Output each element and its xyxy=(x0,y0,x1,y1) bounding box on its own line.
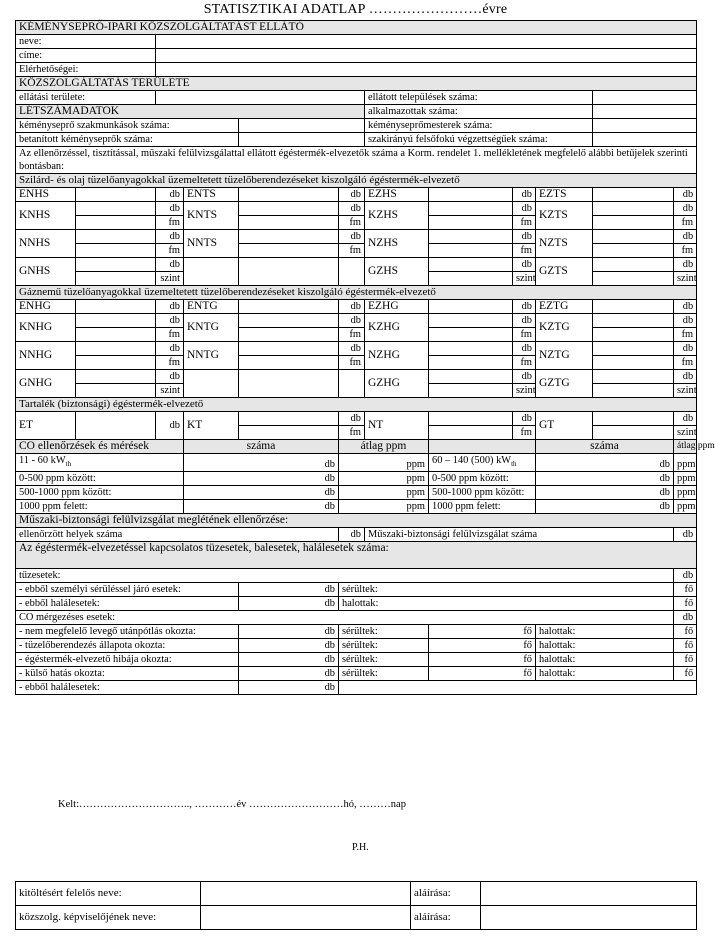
solid-value[interactable] xyxy=(239,230,339,244)
solid-code: GZTS xyxy=(536,258,593,286)
unit-db: db xyxy=(184,486,339,500)
unit-fo: fő xyxy=(429,639,536,653)
gas-value[interactable] xyxy=(239,300,339,314)
intro-text: Az ellenőrzéssel, tisztítással, műszaki felülvizsgálattal ellátott égéstermék-elvezetők száma a Korm. rendelet 1. mellékletének megfelelő alábbi betűjelek szerinti bontásban: xyxy=(16,147,697,174)
co-avg-header: átlag ppm xyxy=(339,440,429,454)
gas-value[interactable] xyxy=(239,342,339,356)
gas-value[interactable] xyxy=(239,314,339,328)
solid-value[interactable] xyxy=(429,216,513,230)
unit-db: db xyxy=(156,370,184,384)
accidents-header: Az égéstermék-elvezetéssel kapcsolatos tüzesetek, balesetek, halálesetek száma: xyxy=(16,542,697,569)
injured-label: sérültek: xyxy=(339,625,429,639)
solid-value[interactable] xyxy=(239,244,339,258)
date-line: Kelt:………………………….., …………év ………………………hó, ………nap xyxy=(58,799,406,810)
unit-db: db xyxy=(239,625,339,639)
unit-fo: fő xyxy=(674,639,697,653)
staff-header: LÉTSZÁMADATOK xyxy=(16,105,365,119)
gas-code: NZTG xyxy=(536,342,593,370)
reserve-code: ET xyxy=(16,412,76,440)
solid-value[interactable] xyxy=(239,202,339,216)
unit-ppm: ppm xyxy=(339,472,429,486)
representative-label: közszolg. képviselőjének neve: xyxy=(16,906,201,930)
responsible-signature-field[interactable] xyxy=(481,882,697,906)
masters-label: kéményseprőmesterek száma: xyxy=(365,119,593,133)
unit-db: db xyxy=(156,300,184,314)
solid-value[interactable] xyxy=(593,272,674,286)
solid-value[interactable] xyxy=(76,258,156,272)
unit-fm: fm xyxy=(156,328,184,342)
gas-value[interactable] xyxy=(429,328,513,342)
main-table xyxy=(15,20,715,695)
gas-value[interactable] xyxy=(76,342,156,356)
unit-szint: szint xyxy=(674,426,697,440)
unit-fo: fő xyxy=(429,625,536,639)
trained-field[interactable] xyxy=(239,133,365,147)
injured-label: sérültek: xyxy=(339,653,429,667)
unit-db: db xyxy=(536,472,674,486)
solid-value[interactable] xyxy=(76,188,156,202)
gas-value[interactable] xyxy=(593,342,674,356)
unit-szint: szint xyxy=(156,272,184,286)
unit-szint: szint xyxy=(674,384,697,398)
solid-code: GNHS xyxy=(16,258,76,286)
co-header: CO ellenőrzések és mérések xyxy=(16,440,184,454)
unit-db: db xyxy=(239,681,339,695)
gas-code: KNHG xyxy=(16,314,76,342)
empty-cell xyxy=(339,370,365,398)
unit-fm: fm xyxy=(513,244,536,258)
co-death-label: - ebből halálesetek: xyxy=(16,681,239,695)
solid-value[interactable] xyxy=(76,216,156,230)
gas-code: EZTG xyxy=(536,300,593,314)
unit-db: db xyxy=(674,258,697,272)
unit-fm: fm xyxy=(513,356,536,370)
solid-value[interactable] xyxy=(429,230,513,244)
reserve-code: KT xyxy=(184,412,239,440)
external-label: - külső hatás okozta: xyxy=(16,667,239,681)
service-area-field[interactable] xyxy=(156,91,365,105)
co-left-label: 500-1000 ppm között: xyxy=(16,486,184,500)
unit-db: db xyxy=(184,472,339,486)
unit-db: db xyxy=(674,300,697,314)
gas-value[interactable] xyxy=(593,370,674,384)
unit-db: db xyxy=(513,258,536,272)
dead-label: halottak: xyxy=(536,639,674,653)
unit-fm: fm xyxy=(339,328,365,342)
solid-code: EZTS xyxy=(536,188,593,202)
unit-db: db xyxy=(674,412,697,426)
unit-ppm: ppm xyxy=(674,486,697,500)
injury-label: - ebből személyi sérüléssel járó esetek: xyxy=(16,583,239,597)
empty-cell xyxy=(339,258,365,286)
reserve-value[interactable] xyxy=(593,426,674,440)
solid-code: NZHS xyxy=(365,230,429,258)
reserve-value[interactable] xyxy=(429,426,513,440)
unit-db: db xyxy=(536,486,674,500)
injured-label: sérültek: xyxy=(339,639,429,653)
solid-code: KZTS xyxy=(536,202,593,230)
unit-fo: fő xyxy=(429,653,536,667)
unit-fm: fm xyxy=(674,216,697,230)
dead-label: halottak: xyxy=(536,625,674,639)
representative-signature-field[interactable] xyxy=(481,906,697,930)
unit-ppm: ppm xyxy=(339,454,429,472)
gas-value[interactable] xyxy=(593,356,674,370)
unit-db: db xyxy=(184,500,339,514)
gas-code: NNHG xyxy=(16,342,76,370)
unit-db: db xyxy=(674,188,697,202)
gas-value[interactable] xyxy=(593,314,674,328)
unit-db: db xyxy=(513,314,536,328)
unit-fm: fm xyxy=(513,328,536,342)
solid-value[interactable] xyxy=(76,272,156,286)
unit-ppm: ppm xyxy=(674,472,697,486)
dead-label: halottak: xyxy=(339,597,674,611)
unit-fm: fm xyxy=(156,216,184,230)
gas-value[interactable] xyxy=(429,384,513,398)
co-right-row xyxy=(429,454,536,472)
unit-fm: fm xyxy=(674,244,697,258)
gas-code: KZTG xyxy=(536,314,593,342)
unit-db: db xyxy=(156,314,184,328)
reserve-header: Tartalék (biztonsági) égéstermék-elvezető xyxy=(16,398,697,412)
workers-label: kéményseprő szakmunkások száma: xyxy=(16,119,239,133)
solid-code: NNHS xyxy=(16,230,76,258)
solid-value[interactable] xyxy=(593,244,674,258)
checked-places-label: ellenőrzött helyek száma xyxy=(16,528,339,542)
unit-db: db xyxy=(156,412,184,440)
solid-value[interactable] xyxy=(593,216,674,230)
unit-db: db xyxy=(674,230,697,244)
gas-code: NZHG xyxy=(365,342,429,370)
address-field[interactable] xyxy=(156,49,697,63)
signature-label: aláírása: xyxy=(411,882,481,906)
unit-ppm: ppm xyxy=(674,454,697,472)
solid-value[interactable] xyxy=(76,230,156,244)
dead-label: halottak: xyxy=(536,667,674,681)
settlements-field[interactable] xyxy=(593,91,697,105)
gas-value[interactable] xyxy=(76,370,156,384)
stamp-label: P.H. xyxy=(352,842,369,853)
unit-db: db xyxy=(156,258,184,272)
form-title: STATISZTIKAI ADATLAP ……………………évre xyxy=(203,2,508,17)
reserve-code: GT xyxy=(536,412,593,440)
co-count-header: száma xyxy=(536,440,674,454)
unit-db: db xyxy=(674,370,697,384)
unit-db: db xyxy=(156,342,184,356)
gas-header: Gáznemű tüzelőanyagokkal üzemeltetett tüzelőberendezéseket kiszolgáló égéstermék-elvezető xyxy=(16,286,697,300)
reserve-value[interactable] xyxy=(76,412,156,440)
unit-db: db xyxy=(239,653,339,667)
unit-db: db xyxy=(513,300,536,314)
degree-label: szakirányú felsőfokú végzettségűek száma: xyxy=(365,133,593,147)
co-left-label: 0-500 ppm között: xyxy=(16,472,184,486)
solid-value[interactable] xyxy=(593,188,674,202)
unit-db: db xyxy=(674,342,697,356)
unit-szint: szint xyxy=(513,384,536,398)
co-right-label: 60 – 140 (500) kW xyxy=(432,455,512,466)
unit-db: db xyxy=(674,202,697,216)
gas-value[interactable] xyxy=(429,314,513,328)
gas-code: KNTG xyxy=(184,314,239,342)
unit-szint: szint xyxy=(674,272,697,286)
co-left-sub: th xyxy=(65,460,72,469)
unit-fm: fm xyxy=(674,356,697,370)
representative-name-field[interactable] xyxy=(201,906,411,930)
unit-fm: fm xyxy=(156,244,184,258)
unit-db: db xyxy=(339,412,365,426)
solid-code: EZHS xyxy=(365,188,429,202)
reserve-value[interactable] xyxy=(593,412,674,426)
name-field[interactable] xyxy=(156,35,697,49)
unit-db: db xyxy=(536,500,674,514)
gas-value[interactable] xyxy=(429,370,513,384)
air-label: - nem megfelelő levegő utánpótlás okozta: xyxy=(16,625,239,639)
unit-db: db xyxy=(339,300,365,314)
gas-value[interactable] xyxy=(429,342,513,356)
fires-label: tűzesetek: xyxy=(16,569,674,583)
unit-fo: fő xyxy=(674,597,697,611)
gas-value[interactable] xyxy=(593,328,674,342)
unit-szint: szint xyxy=(513,272,536,286)
unit-fm: fm xyxy=(339,216,365,230)
workers-field[interactable] xyxy=(239,119,365,133)
unit-fo: fő xyxy=(674,583,697,597)
unit-fo: fő xyxy=(674,625,697,639)
unit-db: db xyxy=(184,454,339,472)
empty-cell xyxy=(239,370,339,398)
provider-header: KÉMÉNYSEPRŐ-IPARI KÖZSZOLGÁLTATÁST ELLÁTÓ xyxy=(16,21,697,35)
unit-db: db xyxy=(339,528,365,542)
injured-label: sérültek: xyxy=(339,667,429,681)
unit-db: db xyxy=(674,528,697,542)
co-right-label: 500-1000 ppm között: xyxy=(429,486,536,500)
solid-value[interactable] xyxy=(429,188,513,202)
trained-label: betanított kéményseprők száma: xyxy=(16,133,239,147)
signature-label: aláírása: xyxy=(411,906,481,930)
gas-value[interactable] xyxy=(593,300,674,314)
unit-fm: fm xyxy=(156,356,184,370)
reserve-value[interactable] xyxy=(239,426,339,440)
unit-db: db xyxy=(513,188,536,202)
unit-db: db xyxy=(674,611,697,625)
reserve-value[interactable] xyxy=(239,412,339,426)
employees-field[interactable] xyxy=(593,105,697,119)
gas-value[interactable] xyxy=(76,300,156,314)
unit-db: db xyxy=(339,202,365,216)
gas-value[interactable] xyxy=(76,328,156,342)
unit-db: db xyxy=(156,188,184,202)
tech-header: Műszaki-biztonsági felülvizsgálat meglétének ellenőrzése: xyxy=(16,514,697,528)
solid-code: NZTS xyxy=(536,230,593,258)
gas-value[interactable] xyxy=(593,384,674,398)
solid-code: KZHS xyxy=(365,202,429,230)
settlements-label: ellátott települések száma: xyxy=(365,91,593,105)
tech-count-label: Műszaki-biztonsági felülvizsgálat száma xyxy=(365,528,674,542)
area-header: KÖZSZOLGÁLTATÁS TERÜLETE xyxy=(16,77,697,91)
signature-block xyxy=(15,881,696,930)
death-label: - ebből halálesetek: xyxy=(16,597,239,611)
responsible-label: kitöltésért felelős neve: xyxy=(16,882,201,906)
gas-code: ENTG xyxy=(184,300,239,314)
dead-label: halottak: xyxy=(536,653,674,667)
unit-db: db xyxy=(339,230,365,244)
gas-code: GZTG xyxy=(536,370,593,398)
solid-value[interactable] xyxy=(429,258,513,272)
degree-field[interactable] xyxy=(593,133,697,147)
name-label: neve: xyxy=(16,35,156,49)
injured-label: sérültek: xyxy=(339,583,674,597)
solid-value[interactable] xyxy=(429,272,513,286)
unit-fo: fő xyxy=(674,653,697,667)
gas-value[interactable] xyxy=(76,356,156,370)
flue-label: - égéstermék-elvezető hibája okozta: xyxy=(16,653,239,667)
unit-fm: fm xyxy=(339,356,365,370)
unit-db: db xyxy=(513,342,536,356)
gas-code: GNHG xyxy=(16,370,76,398)
gas-code: GZHG xyxy=(365,370,429,398)
unit-db: db xyxy=(674,314,697,328)
unit-db: db xyxy=(513,202,536,216)
unit-db: db xyxy=(339,314,365,328)
unit-fo: fő xyxy=(674,667,697,681)
device-label: - tüzelőberendezés állapota okozta: xyxy=(16,639,239,653)
gas-code: NNTG xyxy=(184,342,239,370)
solid-value[interactable] xyxy=(593,258,674,272)
signature-table xyxy=(15,881,697,930)
unit-fm: fm xyxy=(513,216,536,230)
solid-code: KNTS xyxy=(184,202,239,230)
co-left-label: 11 - 60 kW xyxy=(19,455,66,466)
contact-label: Elérhetőségei: xyxy=(16,63,156,77)
solid-code: GZHS xyxy=(365,258,429,286)
co-left-label: 1000 ppm felett: xyxy=(16,500,184,514)
employees-label: alkalmazottak száma: xyxy=(365,105,593,119)
co-right-sub: th xyxy=(511,460,517,469)
gas-value[interactable] xyxy=(429,356,513,370)
unit-db: db xyxy=(156,230,184,244)
unit-db: db xyxy=(239,583,339,597)
unit-ppm: ppm xyxy=(674,500,697,514)
unit-fm: fm xyxy=(339,426,365,440)
co-count-header: száma xyxy=(184,440,339,454)
gas-value[interactable] xyxy=(239,356,339,370)
unit-db: db xyxy=(239,597,339,611)
gas-value[interactable] xyxy=(76,314,156,328)
statistics-form xyxy=(15,20,715,695)
reserve-code: NT xyxy=(365,412,429,440)
solid-header: Szilárd- és olaj tüzelőanyagokkal üzemeltetett tüzelőberendezéseket kiszolgáló égéstermék-elvezető xyxy=(16,174,697,188)
solid-value[interactable] xyxy=(593,230,674,244)
unit-db: db xyxy=(339,342,365,356)
solid-code: KNHS xyxy=(16,202,76,230)
masters-field[interactable] xyxy=(593,119,697,133)
co-avg-header: átlag ppm xyxy=(674,440,697,454)
responsible-name-field[interactable] xyxy=(201,882,411,906)
unit-db: db xyxy=(239,639,339,653)
unit-db: db xyxy=(239,667,339,681)
co-right-label: 1000 ppm felett: xyxy=(429,500,536,514)
solid-code: ENHS xyxy=(16,188,76,202)
co-cases-label: CO mérgezéses esetek: xyxy=(16,611,674,625)
unit-db: db xyxy=(156,202,184,216)
address-label: címe: xyxy=(16,49,156,63)
gas-code: ENHG xyxy=(16,300,76,314)
unit-db: db xyxy=(536,454,674,472)
unit-szint: szint xyxy=(156,384,184,398)
unit-db: db xyxy=(513,370,536,384)
solid-code: ENTS xyxy=(184,188,239,202)
solid-value[interactable] xyxy=(239,188,339,202)
gas-code: EZHG xyxy=(365,300,429,314)
solid-code: NNTS xyxy=(184,230,239,258)
solid-value[interactable] xyxy=(76,202,156,216)
empty-cell xyxy=(184,370,239,398)
co-right-label: 0-500 ppm között: xyxy=(429,472,536,486)
empty-cell xyxy=(239,258,339,286)
reserve-value[interactable] xyxy=(429,412,513,426)
solid-value[interactable] xyxy=(429,244,513,258)
unit-ppm: ppm xyxy=(339,486,429,500)
solid-value[interactable] xyxy=(593,202,674,216)
gas-value[interactable] xyxy=(429,300,513,314)
gas-code: KZHG xyxy=(365,314,429,342)
unit-fo: fő xyxy=(429,667,536,681)
empty-cell xyxy=(429,440,536,454)
solid-value[interactable] xyxy=(429,202,513,216)
gas-value[interactable] xyxy=(239,328,339,342)
gas-value[interactable] xyxy=(76,384,156,398)
co-left-row xyxy=(16,454,184,472)
empty-cell xyxy=(184,258,239,286)
unit-fm: fm xyxy=(674,328,697,342)
unit-db: db xyxy=(513,412,536,426)
empty-cell xyxy=(339,681,697,695)
solid-value[interactable] xyxy=(76,244,156,258)
unit-db: db xyxy=(513,230,536,244)
solid-value[interactable] xyxy=(239,216,339,230)
unit-db: db xyxy=(339,188,365,202)
unit-ppm: ppm xyxy=(339,500,429,514)
unit-db: db xyxy=(674,569,697,583)
unit-fm: fm xyxy=(339,244,365,258)
unit-fm: fm xyxy=(513,426,536,440)
service-area-label: ellátási területe: xyxy=(16,91,156,105)
contact-field[interactable] xyxy=(156,63,697,77)
